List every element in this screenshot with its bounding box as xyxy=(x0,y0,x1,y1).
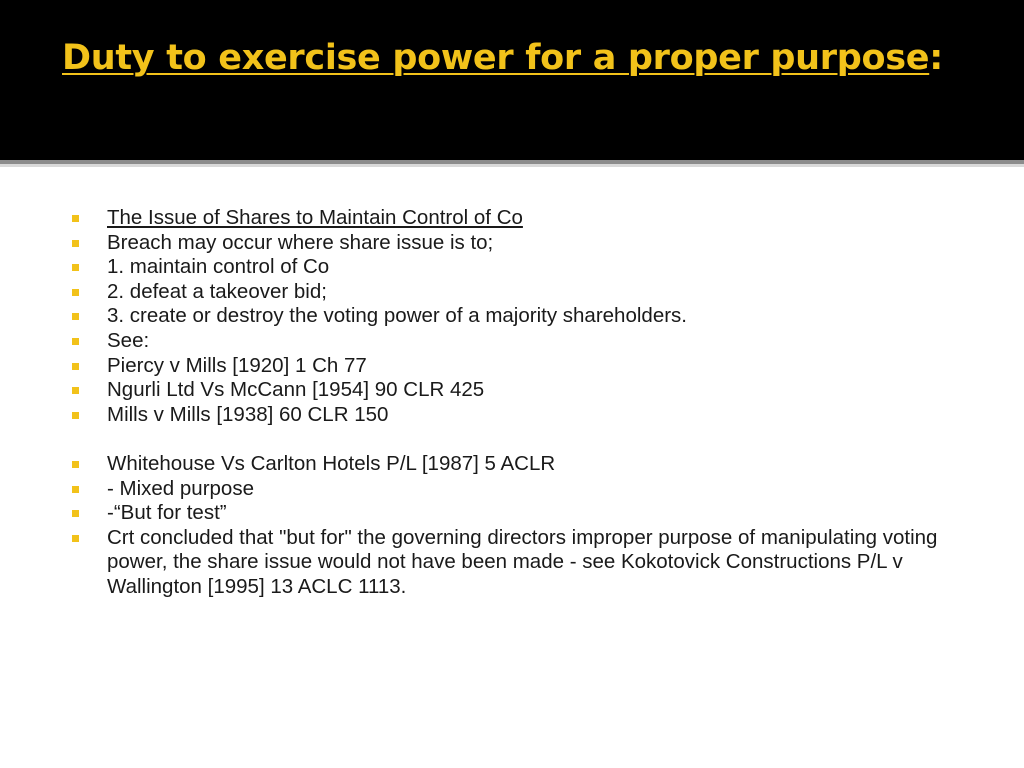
bullet-text: See: xyxy=(107,328,150,352)
square-bullet-icon xyxy=(72,363,79,370)
bullet-text: - Mixed purpose xyxy=(107,476,254,500)
bullet-list xyxy=(68,206,968,600)
bullet-text: The Issue of Shares to Maintain Control of Co xyxy=(107,206,523,229)
square-bullet-icon xyxy=(72,535,79,542)
bullet-text: Piercy v Mills [1920] 1 Ch 77 xyxy=(107,353,367,377)
slide-title-suffix: : xyxy=(929,38,943,78)
bullet-item xyxy=(68,304,968,329)
bullet-text: Ngurli Ltd Vs McCann [1954] 90 CLR 425 xyxy=(107,378,485,402)
square-bullet-icon xyxy=(72,240,79,247)
square-bullet-icon xyxy=(72,313,79,320)
square-bullet-icon xyxy=(72,338,79,345)
bullet-item xyxy=(68,231,968,256)
square-bullet-icon xyxy=(72,387,79,394)
bullet-text: Breach may occur where share issue is to; xyxy=(107,230,494,254)
bullet-text: 1. maintain control of Co xyxy=(107,255,330,279)
bullet-item xyxy=(68,477,968,502)
bullet-item xyxy=(68,255,968,280)
bullet-text: -“But for test” xyxy=(107,501,227,525)
square-bullet-icon xyxy=(72,215,79,222)
bullet-item xyxy=(68,354,968,379)
bullet-text: Mills v Mills [1938] 60 CLR 150 xyxy=(107,402,389,426)
bullet-text: Crt concluded that "but for" the governing directors improper purpose of manipulating voting power, the share issue would not have been made - see Kokotovick Constructions P/L v Wallington [1995] 13 ACLC 1113. xyxy=(107,525,938,598)
square-bullet-icon xyxy=(72,264,79,271)
bullet-text: 3. create or destroy the voting power of a majority shareholders. xyxy=(107,304,687,328)
slide-title xyxy=(62,38,943,78)
bullet-item xyxy=(68,501,968,526)
title-bar xyxy=(0,0,1024,160)
square-bullet-icon xyxy=(72,412,79,419)
bullet-item xyxy=(68,329,968,354)
bullet-item xyxy=(68,526,968,600)
square-bullet-icon xyxy=(72,461,79,468)
bullet-text: 2. defeat a takeover bid; xyxy=(107,279,327,303)
bullet-item xyxy=(68,403,968,428)
list-spacer xyxy=(68,427,968,452)
square-bullet-icon xyxy=(72,486,79,493)
slide-title-text: Duty to exercise power for a proper purpose xyxy=(62,38,930,78)
square-bullet-icon xyxy=(72,510,79,517)
bullet-item xyxy=(68,452,968,477)
bullet-item xyxy=(68,378,968,403)
bullet-item xyxy=(68,206,968,231)
bullet-text: Whitehouse Vs Carlton Hotels P/L [1987] 5 ACLR xyxy=(107,451,556,475)
square-bullet-icon xyxy=(72,289,79,296)
title-divider-shadow xyxy=(0,164,1024,167)
bullet-item xyxy=(68,280,968,305)
